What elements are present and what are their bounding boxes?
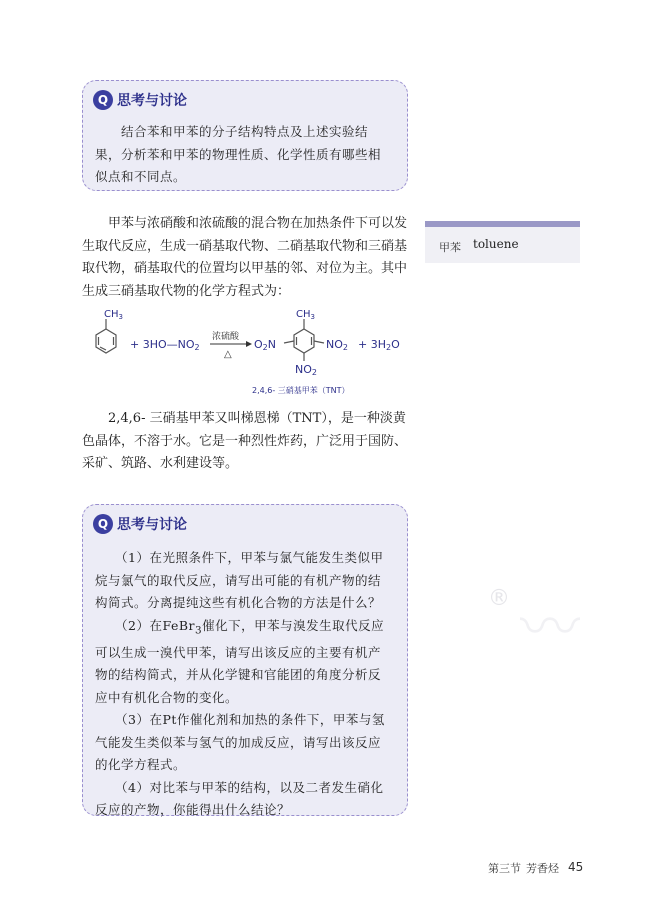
page-number: 45 — [568, 860, 584, 874]
water-product: + 3H2O — [358, 338, 400, 352]
discussion-box-1-text: 结合苯和甲苯的分子结构特点及上述实验结果，分析苯和甲苯的物理性质、化学性质有哪些相似点和不同点。 — [95, 124, 382, 184]
o2n-left-text: O — [254, 338, 263, 351]
question-4: （4）对比苯与甲苯的结构，以及二者发生硝化反应的产物，你能得出什么结论？ — [95, 779, 384, 817]
question-2-febr: FeBr$_3$ — [162, 617, 203, 636]
discussion-box-2-header — [93, 513, 187, 535]
registered-mark: ® — [488, 586, 510, 611]
sidebar-vocab-zh: 甲苯 — [439, 241, 461, 254]
discussion-box-2-text — [95, 547, 393, 822]
discussion-box-1 — [82, 80, 408, 191]
intro-paragraph: 甲苯与浓硝酸和浓硫酸的混合物在加热条件下可以发生取代反应，生成一硝基取代物、二硝基取代物和三硝基取代物，硝基取代的位置均以甲基的邻、对位为主。其中生成三硝基取代物的化学方程式为： — [82, 216, 408, 299]
reagent-text: + 3HO—NO — [130, 338, 195, 351]
o2n-left: O2N — [254, 338, 276, 352]
catalyst-label: 浓硫酸 — [212, 332, 240, 342]
question-3-prefix: （3）在 — [115, 712, 163, 727]
question-2-prefix: （2）在 — [115, 617, 163, 633]
ch3-reactant-text: CH — [104, 309, 119, 320]
reagent: + 3HO—NO2 — [130, 338, 200, 352]
heat-label: △ — [224, 349, 232, 360]
discussion-box-1-title: 思考与讨论 — [117, 93, 187, 109]
question-3-rest: 作催化剂和加热的条件下，甲苯与氢气能发生类似苯与氢气的加成反应，请写出该反应的化学方程式。 — [95, 712, 385, 772]
footer-section: 第三节 — [488, 862, 521, 875]
water-product-text: + 3H — [358, 338, 386, 351]
reaction-arrowhead — [246, 341, 252, 347]
sidebar-vocab — [425, 221, 580, 263]
question-3-pt: Pt — [162, 712, 177, 727]
discussion-box-2-title: 思考与讨论 — [117, 517, 187, 533]
ch3-reactant: $CH_3$ — [104, 309, 123, 321]
no2-bottom: NO2 — [295, 363, 317, 377]
discussion-box-2 — [82, 504, 408, 816]
toluene-structure — [96, 319, 116, 353]
footer-topic: 芳香烃 — [526, 862, 559, 875]
discussion-box-1-header — [93, 89, 187, 111]
question-3 — [95, 709, 393, 777]
no2-right-text: NO — [326, 338, 343, 351]
nitration-equation — [86, 303, 416, 399]
sidebar-vocab-en: toluene — [473, 237, 519, 251]
question-2-febr-text: FeBr — [162, 617, 196, 633]
tnt-structure — [284, 319, 324, 361]
question-2-rest: 催化下，甲苯与溴发生取代反应可以生成一溴代甲苯，请写出该反应的主要有机产物的结构简式，并从化学键和官能团的角度分析反应中有机化合物的变化。 — [95, 617, 385, 705]
watermark: 〰 — [520, 593, 580, 663]
ch3-product: $CH_3$ — [296, 309, 315, 321]
tnt-caption: 2,4,6- 三硝基甲苯（TNT） — [252, 386, 350, 395]
question-2 — [95, 615, 393, 710]
tnt-paragraph: 2,4,6- 三硝基甲苯又叫梯恩梯（TNT），是一种淡黄色晶体，不溶于水。它是一种烈性炸药，广泛用于国防、采矿、筑路、水利建设等。 — [82, 411, 408, 471]
no2-right: NO2 — [326, 338, 348, 352]
discussion-icon: Q — [93, 90, 113, 110]
ch3-product-text: CH — [296, 309, 311, 320]
no2-bottom-text: NO — [295, 363, 312, 376]
discussion-icon: Q — [93, 514, 113, 534]
question-1: （1）在光照条件下，甲苯与氯气能发生类似甲烷与氯气的取代反应，请写出可能的有机产物的结构简式。分离提纯这些有机化合物的方法是什么？ — [95, 550, 384, 610]
